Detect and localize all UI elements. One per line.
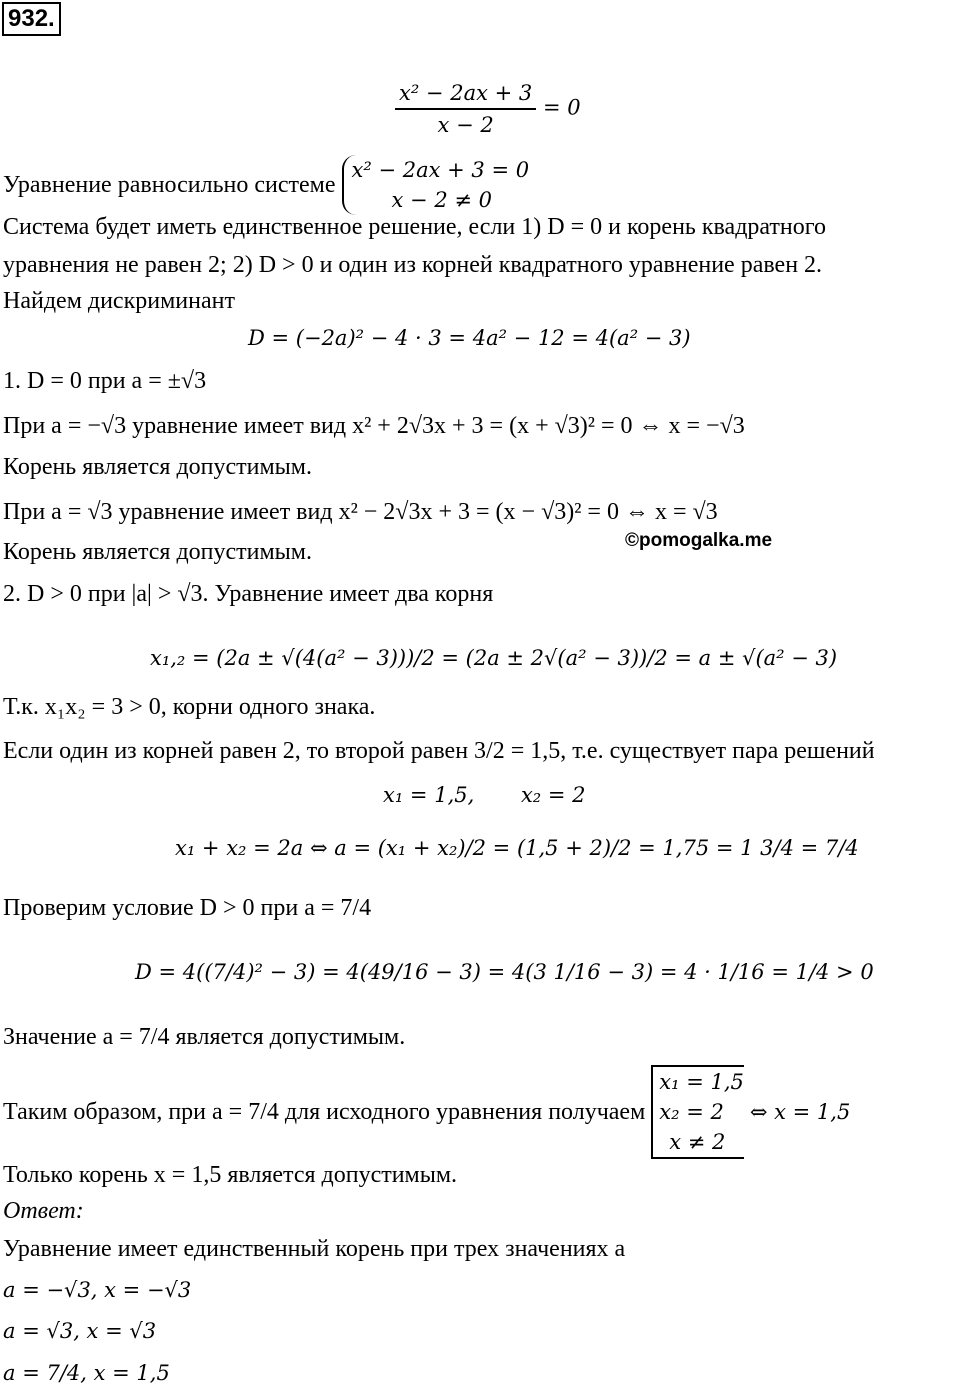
root-two-line: Если один из корней равен 2, то второй равен 3/2 = 1,5, т.е. существует пара решений [3,738,875,764]
roots-formula: x₁,₂ = (2a ± √(4(a² − 3)))/2 = (2a ± 2√(a² − 3))/2 = a ± √(a² − 3) [150,646,838,670]
system-line [3,155,529,215]
case-2: 2. D > 0 при |a| > √3. Уравнение имеет два корня [3,581,494,607]
only-root-line: Только корень x = 1,5 является допустимым. [3,1162,458,1188]
vieta-line: Т.к. x₁x₂ = 3 > 0, корни одного знака. [3,694,376,720]
answer-text: Уравнение имеет единственный корень при трех значениях a [3,1236,626,1262]
system-intro: Уравнение равносильно системе [3,172,336,198]
check-calculation: D = 4((7/4)² − 3) = 4(49/16 − 3) = 4(3 1/16 − 3) = 4 · 1/16 = 1/4 > 0 [135,960,874,984]
answer-1: a = −√3, x = −√3 [3,1278,192,1302]
problem-number: 932. [2,2,61,36]
paragraph-2: уравнения не равен 2; 2) D > 0 и один из корней квадратного уравнение равен 2. [3,252,823,278]
check-line: Проверим условие D > 0 при a = 7/4 [3,895,372,921]
discriminant-formula: D = (−2a)² − 4 · 3 = 4a² − 12 = 4(a² − 3) [248,326,691,350]
equation-system: x² − 2ax + 3 = 0 x − 2 ≠ 0 [342,155,530,215]
admissible-1: Корень является допустимым. [3,454,312,480]
sum-formula: x₁ + x₂ = 2a ⇔ a = (x₁ + x₂)/2 = (1,5 + 2)/2 = 1,75 = 1 3/4 = 7/4 [175,836,859,860]
case-1b: При a = √3 уравнение имеет вид x² − 2√3x + 3 = (x − √3)² = 0 ⇔ x = √3 [3,499,718,525]
watermark: ©pomogalka.me [625,530,773,551]
answer-3: a = 7/4, x = 1,5 [3,1361,170,1385]
case-1: 1. D = 0 при a = ±√3 [3,368,207,394]
answer-2: a = √3, x = √3 [3,1319,157,1343]
answer-label: Ответ: [3,1198,84,1224]
result-system: x₁ = 1,5 x₂ = 2 x ≠ 2 [651,1065,744,1159]
paragraph-3: Найдем дискриминант [3,288,235,314]
main-equation: $\frac{\text{x² − 2ax + 3}}{x - 2}$ = 0 [395,78,581,140]
case-1a: При a = −√3 уравнение имеет вид x² + 2√3x + 3 = (x + √3)² = 0 ⇔ x = −√3 [3,413,745,439]
paragraph-1: Система будет иметь единственное решение, если 1) D = 0 и корень квадратного [3,214,827,240]
value-ok-line: Значение a = 7/4 является допустимым. [3,1024,406,1050]
admissible-2: Корень является допустимым. [3,539,312,565]
pair-line: x₁ = 1,5, x₂ = 2 [383,783,586,807]
thus-line: Таким образом, при a = 7/4 для исходного уравнения получаем x₁ = 1,5 x₂ = 2 x ≠ 2 ⇔ x = 1,5 [3,1065,850,1159]
